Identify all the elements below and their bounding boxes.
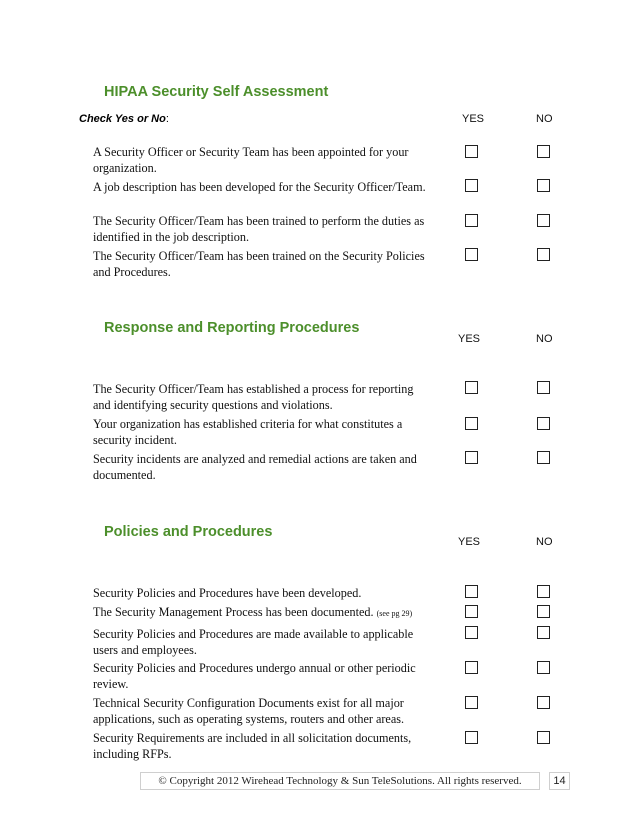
question-item: Your organization has established criteria for what constitutes a security incident. bbox=[93, 417, 403, 447]
yes-checkbox[interactable] bbox=[465, 731, 478, 744]
no-checkbox[interactable] bbox=[537, 731, 550, 744]
check-prompt-colon: : bbox=[165, 113, 169, 125]
question-item: The Security Officer/Team has been trained to perform the duties as identified in the job description. bbox=[93, 214, 425, 244]
no-checkbox[interactable] bbox=[537, 626, 550, 639]
yes-checkbox[interactable] bbox=[465, 585, 478, 598]
no-checkbox[interactable] bbox=[537, 417, 550, 430]
yes-checkbox[interactable] bbox=[465, 626, 478, 639]
no-column-header: NO bbox=[536, 536, 553, 548]
question-item: Security Policies and Procedures undergo annual or other periodic review. bbox=[93, 661, 416, 691]
no-checkbox[interactable] bbox=[537, 214, 550, 227]
section-title-hipaa: HIPAA Security Self Assessment bbox=[104, 84, 329, 100]
question-item: The Security Officer/Team has been trained on the Security Policies and Procedures. bbox=[93, 249, 425, 279]
question-item: Security Policies and Procedures have been developed. bbox=[93, 586, 362, 600]
question-item: Security incidents are analyzed and remedial actions are taken and documented. bbox=[93, 452, 417, 482]
section-title-response: Response and Reporting Procedures bbox=[104, 320, 360, 336]
yes-checkbox[interactable] bbox=[465, 248, 478, 261]
no-checkbox[interactable] bbox=[537, 248, 550, 261]
question-text: The Security Management Process has been documented. bbox=[93, 605, 374, 619]
yes-checkbox[interactable] bbox=[465, 381, 478, 394]
yes-column-header: YES bbox=[458, 333, 481, 345]
no-column-header: NO bbox=[536, 113, 553, 125]
yes-column-header: YES bbox=[462, 113, 485, 125]
no-checkbox[interactable] bbox=[537, 179, 550, 192]
yes-checkbox[interactable] bbox=[465, 696, 478, 709]
no-checkbox[interactable] bbox=[537, 451, 550, 464]
yes-checkbox[interactable] bbox=[465, 417, 478, 430]
no-checkbox[interactable] bbox=[537, 585, 550, 598]
yes-checkbox[interactable] bbox=[465, 179, 478, 192]
no-checkbox[interactable] bbox=[537, 696, 550, 709]
check-prompt-label: Check Yes or No bbox=[79, 113, 166, 125]
no-checkbox[interactable] bbox=[537, 381, 550, 394]
page-number: 14 bbox=[549, 772, 570, 790]
no-column-header: NO bbox=[536, 333, 553, 345]
check-prompt bbox=[79, 113, 169, 125]
question-item: Security Requirements are included in all solicitation documents, including RFPs. bbox=[93, 731, 412, 761]
footer-copyright: © Copyright 2012 Wirehead Technology & Sun TeleSolutions. All rights reserved. bbox=[140, 772, 540, 790]
page-reference-note: (see pg 29) bbox=[376, 609, 413, 618]
question-item: Security Policies and Procedures are made available to applicable users and employees. bbox=[93, 627, 414, 657]
question-item bbox=[93, 604, 433, 622]
yes-checkbox[interactable] bbox=[465, 605, 478, 618]
yes-checkbox[interactable] bbox=[465, 145, 478, 158]
yes-checkbox[interactable] bbox=[465, 214, 478, 227]
question-item: A Security Officer or Security Team has been appointed for your organization. bbox=[93, 145, 409, 175]
question-item: A job description has been developed for the Security Officer/Team. bbox=[93, 180, 426, 194]
yes-checkbox[interactable] bbox=[465, 661, 478, 674]
no-checkbox[interactable] bbox=[537, 145, 550, 158]
question-item: Technical Security Configuration Documents exist for all major applications, such as operating systems, routers and other areas. bbox=[93, 696, 405, 726]
yes-checkbox[interactable] bbox=[465, 451, 478, 464]
no-checkbox[interactable] bbox=[537, 661, 550, 674]
section-title-policies: Policies and Procedures bbox=[104, 524, 273, 540]
question-item: The Security Officer/Team has established a process for reporting and identifying security questions and violations. bbox=[93, 382, 414, 412]
no-checkbox[interactable] bbox=[537, 605, 550, 618]
yes-column-header: YES bbox=[458, 536, 481, 548]
